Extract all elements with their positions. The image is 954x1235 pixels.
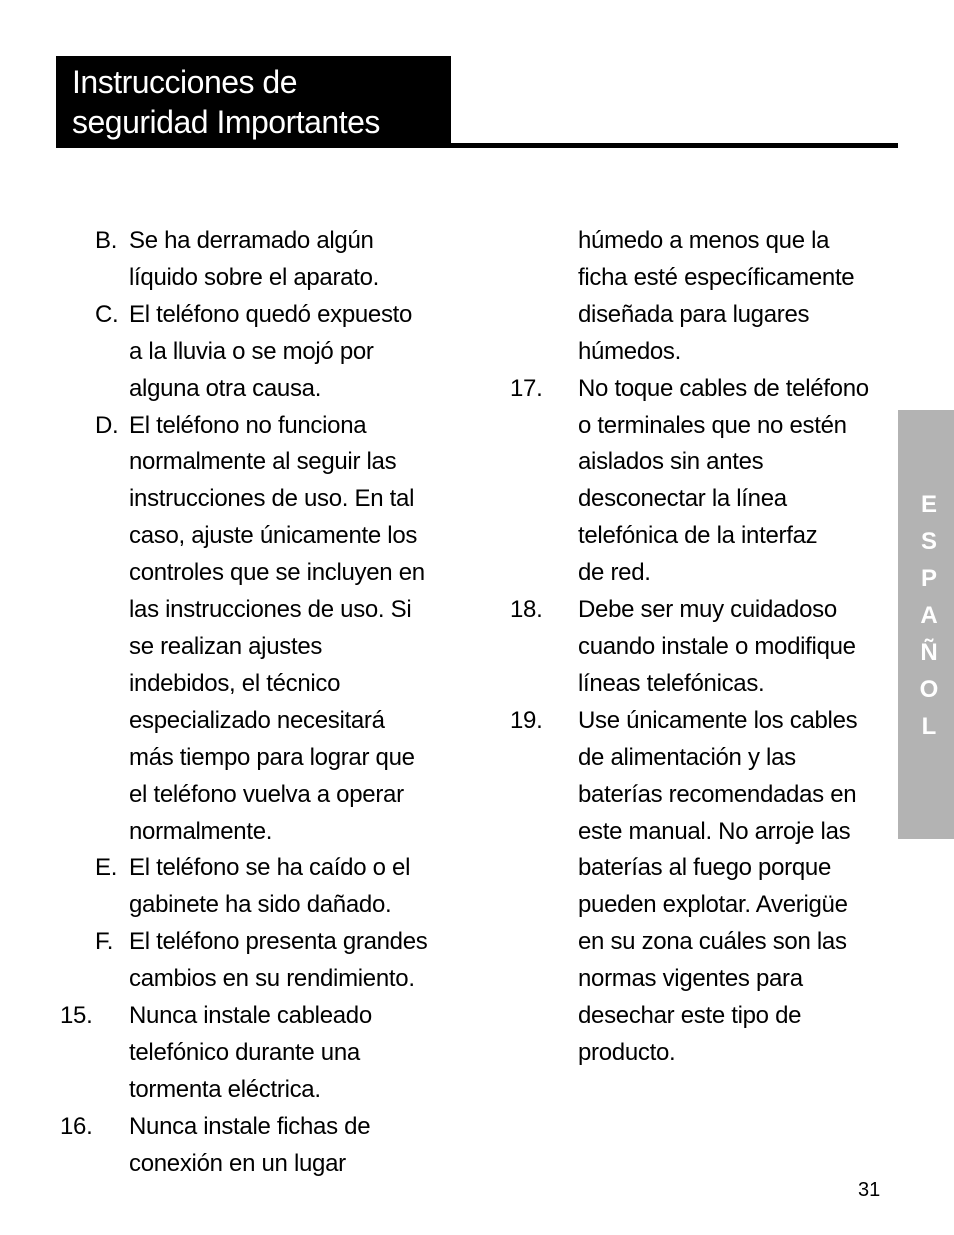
list-item-15	[0, 998, 460, 1109]
section-title-line-2: seguridad Importantes	[72, 104, 380, 140]
side-tab-letter: Ñ	[920, 639, 938, 666]
text-line: Nunca instale fichas de	[129, 1112, 371, 1140]
text-line: pueden explotar. Averigüe	[578, 891, 848, 919]
text-line: este manual. No arroje las	[578, 817, 851, 845]
list-item-b	[0, 223, 460, 297]
list-marker: D.	[95, 411, 119, 439]
list-marker: C.	[95, 300, 119, 328]
text-line: tormenta eléctrica.	[129, 1075, 321, 1103]
text-line: No toque cables de teléfono	[578, 374, 869, 402]
text-line: ficha esté específicamente	[578, 263, 855, 291]
text-line: Se ha derramado algún	[129, 227, 374, 254]
text-line: especializado necesitará	[129, 706, 385, 734]
side-tab-letter: A	[920, 602, 938, 629]
text-line: producto.	[578, 1038, 676, 1066]
text-line: a la lluvia o se mojó por	[129, 337, 374, 365]
list-item-16-continued	[500, 223, 900, 371]
list-marker: 15.	[60, 1002, 93, 1030]
list-marker: E.	[95, 854, 118, 882]
side-tab-letter: L	[921, 713, 937, 740]
text-line: desconectar la línea	[578, 485, 787, 513]
text-line: Use únicamente los cables	[578, 706, 858, 734]
text-line: húmedo a menos que la	[578, 227, 830, 254]
text-line: diseñada para lugares	[578, 300, 810, 328]
text-line: de red.	[578, 559, 651, 587]
text-line: baterías al fuego porque	[578, 854, 831, 882]
side-tab-letter: E	[920, 491, 937, 518]
list-marker: 17.	[510, 374, 543, 402]
text-line: húmedos.	[578, 337, 681, 365]
list-marker: B.	[95, 227, 118, 254]
text-line: El teléfono no funciona	[129, 411, 367, 439]
list-item-c	[0, 297, 460, 408]
list-item-16	[0, 1109, 460, 1183]
text-line: El teléfono quedó expuesto	[129, 300, 413, 328]
text-line: telefónico durante una	[129, 1038, 360, 1066]
text-line: instrucciones de uso. En tal	[129, 485, 415, 513]
list-item-18	[500, 592, 900, 703]
text-line: líneas telefónicas.	[578, 669, 765, 697]
side-tab-label	[898, 486, 954, 745]
text-line: conexión en un lugar	[129, 1149, 346, 1177]
text-line: aislados sin antes	[578, 448, 764, 476]
text-line: baterías recomendadas en	[578, 780, 857, 808]
text-line: normalmente.	[129, 817, 273, 845]
list-item-f	[0, 924, 460, 998]
text-line: desechar este tipo de	[578, 1002, 802, 1030]
text-line: El teléfono se ha caído o el	[129, 854, 411, 882]
list-marker: 16.	[60, 1112, 93, 1140]
text-line: líquido sobre el aparato.	[129, 263, 380, 291]
text-line: o terminales que no estén	[578, 411, 847, 439]
section-title-line-1: Instrucciones de	[72, 64, 298, 100]
right-column	[500, 223, 900, 1072]
text-line: cuando instale o modifique	[578, 632, 856, 660]
text-line: se realizan ajustes	[129, 632, 323, 660]
list-item-19	[500, 703, 900, 1072]
text-line: cambios en su rendimiento.	[129, 965, 415, 993]
text-line: Debe ser muy cuidadoso	[578, 596, 837, 624]
list-item-d	[0, 408, 460, 851]
text-line: en su zona cuáles son las	[578, 928, 847, 956]
list-marker: 18.	[510, 596, 543, 624]
text-line: alguna otra causa.	[129, 374, 322, 402]
side-tab-letter: P	[920, 565, 937, 592]
text-line: telefónica de la interfaz	[578, 522, 818, 550]
text-line: controles que se incluyen en	[129, 559, 425, 587]
language-side-tab	[898, 410, 954, 839]
text-line: caso, ajuste únicamente los	[129, 522, 418, 550]
list-marker: F.	[95, 928, 114, 956]
text-line: más tiempo para lograr que	[129, 743, 415, 771]
text-line: normalmente al seguir las	[129, 448, 397, 476]
text-line: Nunca instale cableado	[129, 1002, 372, 1030]
text-line: normas vigentes para	[578, 965, 803, 993]
text-line: el teléfono vuelva a operar	[129, 780, 404, 808]
side-tab-letter: O	[919, 676, 939, 703]
list-item-e	[0, 850, 460, 924]
page-number: 31	[858, 1179, 881, 1201]
list-item-17	[500, 371, 900, 592]
header-rule	[56, 143, 898, 148]
left-column	[0, 223, 460, 1183]
text-line: El teléfono presenta grandes	[129, 928, 428, 956]
list-marker: 19.	[510, 706, 543, 734]
text-line: de alimentación y las	[578, 743, 796, 771]
side-tab-letter: S	[920, 528, 937, 555]
text-line: las instrucciones de uso. Si	[129, 596, 412, 624]
text-line: gabinete ha sido dañado.	[129, 891, 392, 919]
section-title-block	[56, 56, 451, 148]
text-line: indebidos, el técnico	[129, 669, 341, 697]
